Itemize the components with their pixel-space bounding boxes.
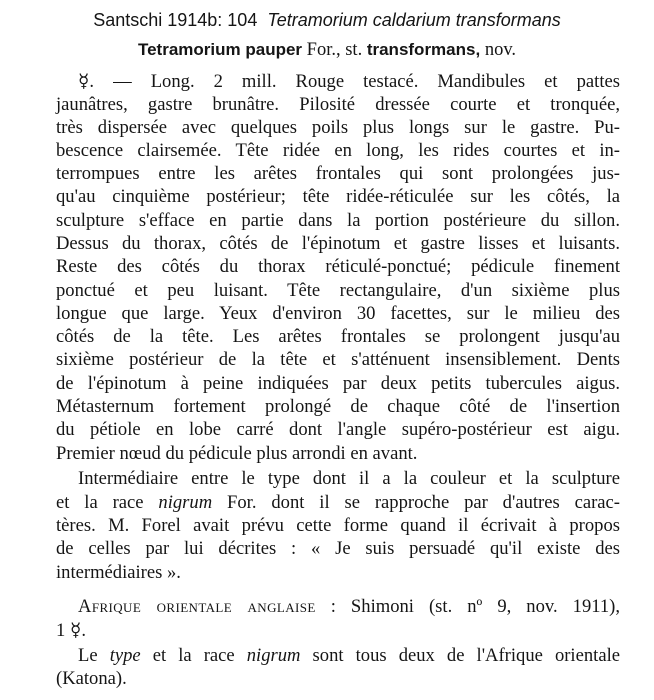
remarks-line: intermédiaires ».	[56, 562, 181, 583]
distribution-line	[78, 645, 620, 667]
description-line: côtés de la tête. Les arêtes frontales se prolongent jusqu'au	[56, 326, 620, 347]
remarks-line: de celles par lui décrites : « Je suis persuadé qu'il existe des	[56, 538, 620, 559]
citation-header	[0, 8, 654, 32]
description-line: ponctué et peu luisant. Tête rectangulaire, d'un sixième plus	[56, 280, 620, 301]
locality-line	[78, 596, 620, 618]
description-line: de l'épinotum à peine indiquées par deux petits tubercules aigus.	[56, 373, 620, 394]
locality-region: Afrique orientale anglaise	[78, 596, 316, 617]
distribution-text: et la race	[140, 645, 247, 666]
distribution-text: Le	[78, 645, 110, 666]
remarks-text: et la race	[56, 492, 159, 513]
description-line: sculpture s'efface en partie dans la portion postérieure du sillon.	[56, 210, 620, 231]
description-line: Métasternum fortement prolongé de chaque côté de l'insertion	[56, 396, 620, 417]
taxon-title	[0, 38, 654, 62]
taxon-rank: st.	[345, 40, 363, 60]
description-line: Dessus du thorax, côtés de l'épinotum et gastre lisses et luisants.	[56, 233, 620, 254]
description-line: Reste des côtés du thorax réticulé-ponctué; pédicule finement	[56, 256, 620, 277]
description-line: très dispersée avec quelques poils plus longs sur le gastre. Pu-	[56, 117, 620, 138]
remarks-text: For. dont il se rapproche par d'autres carac-	[212, 492, 621, 513]
taxon-author: For.,	[306, 40, 341, 60]
specimen-count: 1 ☿.	[56, 620, 87, 641]
taxon-subspecies: transformans,	[366, 40, 481, 59]
distribution-text: sont tous deux de l'Afrique orientale	[300, 645, 620, 666]
type-word: type	[109, 645, 141, 666]
description-line: terrompues entre les arêtes frontales qui sont prolongées jus-	[56, 163, 620, 184]
description-line: longue que large. Yeux d'environ 30 facettes, sur le milieu des	[56, 303, 620, 324]
description-line: sixième postérieur de la tête et s'atténuent insensiblement. Dents	[56, 349, 620, 370]
race-word: nigrum	[246, 645, 301, 666]
description-line: ☿. — Long. 2 mill. Rouge testacé. Mandibules et pattes	[78, 71, 620, 92]
citation-text: Santschi 1914b: 104	[93, 10, 258, 30]
locality-detail: : Shimoni (st. nº 9, nov. 1911),	[315, 596, 621, 617]
taxon-status: nov.	[484, 40, 517, 60]
description-line: qu'au cinquième postérieur; tête ridée-réticulée sur les côtés, la	[56, 186, 620, 207]
remarks-line: Intermédiaire entre le type dont il a la couleur et la sculpture	[78, 468, 620, 489]
remarks-line: tères. M. Forel avait prévu cette forme quand il écrivait à propos	[56, 515, 620, 536]
remarks-line	[56, 492, 620, 514]
description-line: Premier nœud du pédicule plus arrondi en avant.	[56, 443, 418, 464]
description-line: bescence clairsemée. Tête ridée en long, les rides courtes et in-	[56, 140, 620, 161]
description-line: du pétiole en lobe carré dont l'angle supéro-postérieur est aigu.	[56, 419, 620, 440]
race-name-nigrum: nigrum	[158, 492, 213, 513]
description-line: jaunâtres, gastre brunâtre. Pilosité dressée courte et tronquée,	[56, 94, 620, 115]
taxon-genus-species: Tetramorium pauper	[137, 40, 303, 59]
species-name: Tetramorium caldarium transformans	[267, 10, 561, 30]
distribution-line: (Katona).	[56, 668, 127, 689]
